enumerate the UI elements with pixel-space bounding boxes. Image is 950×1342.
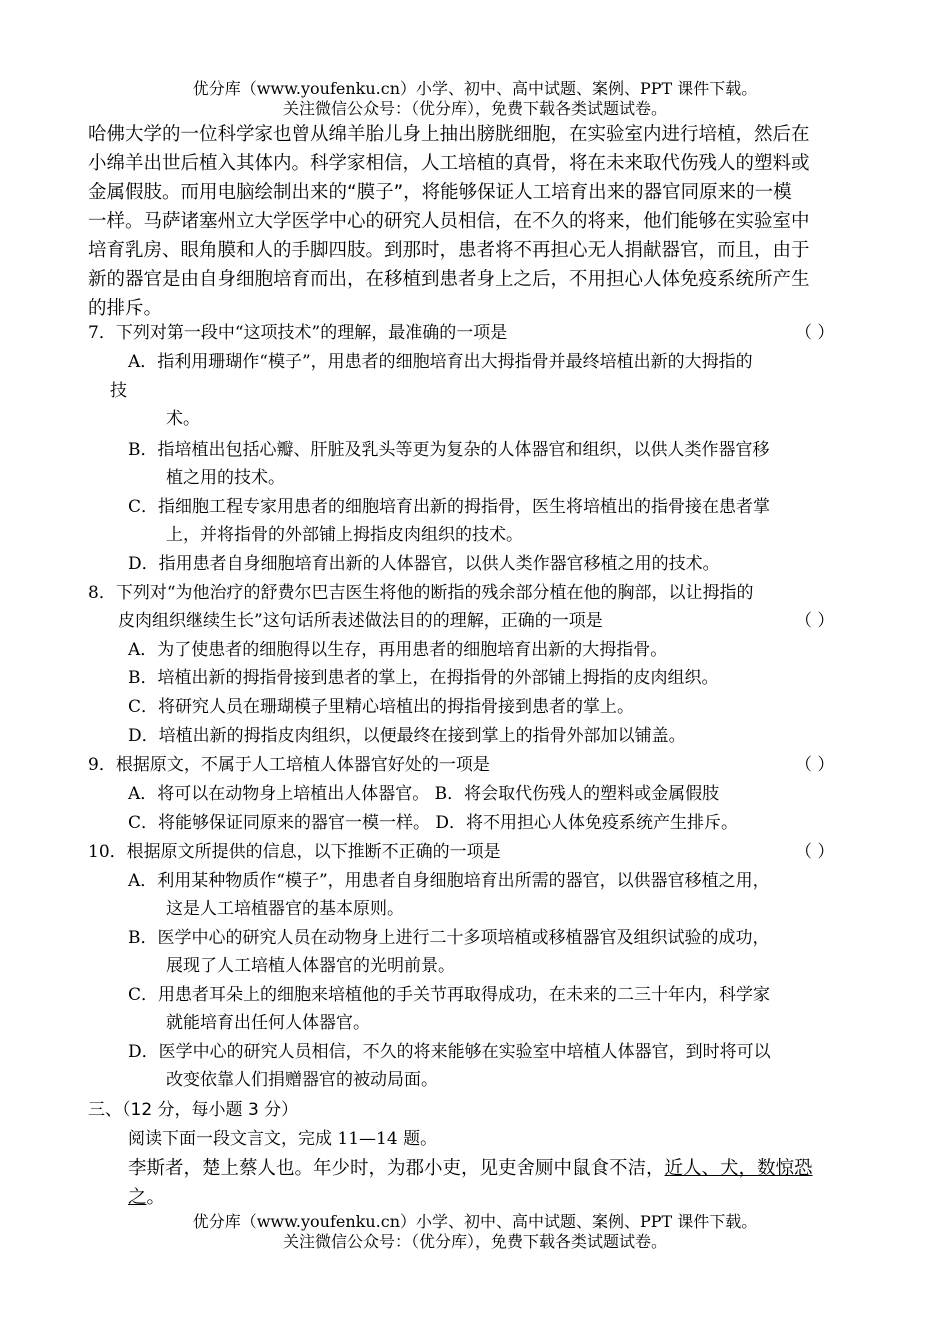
q8-option-a: A．为了使患者的细胞得以生存，再用患者的细胞培育出新的大拇指骨。 xyxy=(128,640,668,660)
q8-option-c: C．将研究人员在珊瑚模子里精心培植出的拇指骨接到患者的掌上。 xyxy=(128,697,635,717)
q10-option-a-cont: 这是人工培植器官的基本原则。 xyxy=(166,899,404,919)
passage-line: 新的器官是由自身细胞培育而出，在移植到患者身上之后，不用担心人体免疫系统所产生 xyxy=(88,269,810,290)
footer-line-1: 优分库（www.youfenku.cn）小学、初中、高中试题、案例、PPT 课件下载。 xyxy=(192,1212,758,1231)
classical-text: 李斯者，楚上蔡人也。年少时，为郡小吏，见吏舍厕中鼠食不洁， xyxy=(128,1158,665,1179)
q9-stem: 9．根据原文，不属于人工培植人体器官好处的一项是 xyxy=(88,755,490,775)
q10-option-c: C．用患者耳朵上的细胞来培植他的手关节再取得成功，在未来的二三十年内，科学家 xyxy=(128,985,771,1005)
passage-line: 培育乳房、眼角膜和人的手脚四肢。到那时，患者将不再担心无人捐献器官，而且，由于 xyxy=(88,240,810,261)
q7-option-d: D．指用患者自身细胞培育出新的人体器官，以供人类作器官移植之用的技术。 xyxy=(128,554,720,574)
q7-option-a: A．指利用珊瑚作“模子”，用患者的细胞培育出大拇指骨并最终培植出新的大拇指的 xyxy=(128,352,753,372)
q10-option-d: D．医学中心的研究人员相信，不久的将来能够在实验室中培植人体器官，到时将可以 xyxy=(128,1042,771,1062)
q7-option-a-cont: 术。 xyxy=(166,409,200,429)
q8-stem: 8．下列对“为他治疗的舒费尔巴吉医生将他的断指的残余部分植在他的胸部，以让拇指的 xyxy=(88,583,754,603)
q7-answer-paren: （ ） xyxy=(795,323,835,343)
classical-underlined-text: 近人、犬，数惊恐 xyxy=(664,1158,813,1179)
q7-option-b: B．指培植出包括心瓣、肝脏及乳头等更为复杂的人体器官和组织，以供人类作器官移 xyxy=(128,440,770,460)
q7-option-b-cont: 植之用的技术。 xyxy=(166,468,285,488)
passage-line: 哈佛大学的一位科学家也曾从绵羊胎儿身上抽出膀胱细胞，在实验室内进行培植，然后在 xyxy=(88,124,810,145)
header-line-2: 关注微信公众号：（优分库），免费下载各类试题试卷。 xyxy=(282,99,667,118)
section-3-heading: 三、（12 分，每小题 3 分） xyxy=(88,1100,299,1120)
q9-answer-paren: （ ） xyxy=(795,755,835,775)
q10-option-d-cont: 改变依靠人们捐赠器官的被动局面。 xyxy=(166,1070,438,1090)
header-line-1: 优分库（www.youfenku.cn）小学、初中、高中试题、案例、PPT 课件下载。 xyxy=(192,79,758,98)
section-3-intro: 阅读下面一段文言文，完成 11—14 题。 xyxy=(128,1129,438,1149)
q8-stem-cont: 皮肉组织继续生长”这句话所表述做法目的的理解，正确的一项是 xyxy=(118,611,603,631)
q8-option-b: B．培植出新的拇指骨接到患者的掌上，在拇指骨的外部铺上拇指的皮肉组织。 xyxy=(128,668,719,688)
q10-stem: 10．根据原文所提供的信息，以下推断不正确的一项是 xyxy=(88,842,501,862)
q10-option-a: A．利用某种物质作“模子”，用患者自身细胞培育出所需的器官，以供器官移植之用， xyxy=(128,871,770,891)
classical-text-line-1 xyxy=(128,1154,813,1183)
q8-option-d: D．培植出新的拇指皮肉组织，以便最终在接到掌上的指骨外部加以铺盖。 xyxy=(128,726,686,746)
passage xyxy=(88,120,864,323)
passage-line: 金属假肢。而用电脑绘制出来的“膜子”，将能够保证人工培育出来的器官同原来的一模 xyxy=(88,182,792,203)
footer-line-2: 关注微信公众号：（优分库），免费下载各类试题试卷。 xyxy=(282,1232,667,1251)
q7-option-c: C．指细胞工程专家用患者的细胞培育出新的拇指骨，医生将培植出的指骨接在患者掌 xyxy=(128,497,771,517)
q10-option-b: B．医学中心的研究人员在动物身上进行二十多项培植或移植器官及组织试验的成功， xyxy=(128,928,770,948)
q7-option-a-cont: 技 xyxy=(110,381,127,401)
q7-option-c-cont: 上，并将指骨的外部铺上拇指皮肉组织的技术。 xyxy=(166,525,523,545)
q10-answer-paren: （ ） xyxy=(795,842,835,862)
classical-text: 。 xyxy=(146,1187,166,1208)
q9-options-ab: A．将可以在动物身上培植出人体器官。 B．将会取代伤残人的塑料或金属假肢 xyxy=(128,784,720,804)
q8-answer-paren: （ ） xyxy=(795,611,835,631)
passage-line: 的排斥。 xyxy=(88,298,163,319)
q9-options-cd: C．将能够保证同原来的器官一模一样。 D．将不用担心人体免疫系统产生排斥。 xyxy=(128,813,739,833)
classical-underlined-text: 之 xyxy=(128,1187,147,1208)
passage-line: 小绵羊出世后植入其体内。科学家相信，人工培植的真骨，将在未来取代伤残人的塑料或 xyxy=(88,153,810,174)
classical-text-line-2 xyxy=(128,1183,165,1212)
q7-stem: 7．下列对第一段中“这项技术”的理解，最准确的一项是 xyxy=(88,323,508,343)
passage-line: 一样。马萨诸塞州立大学医学中心的研究人员相信，在不久的将来，他们能够在实验室中 xyxy=(88,211,810,232)
q10-option-b-cont: 展现了人工培植人体器官的光明前景。 xyxy=(166,956,455,976)
q10-option-c-cont: 就能培育出任何人体器官。 xyxy=(166,1013,370,1033)
